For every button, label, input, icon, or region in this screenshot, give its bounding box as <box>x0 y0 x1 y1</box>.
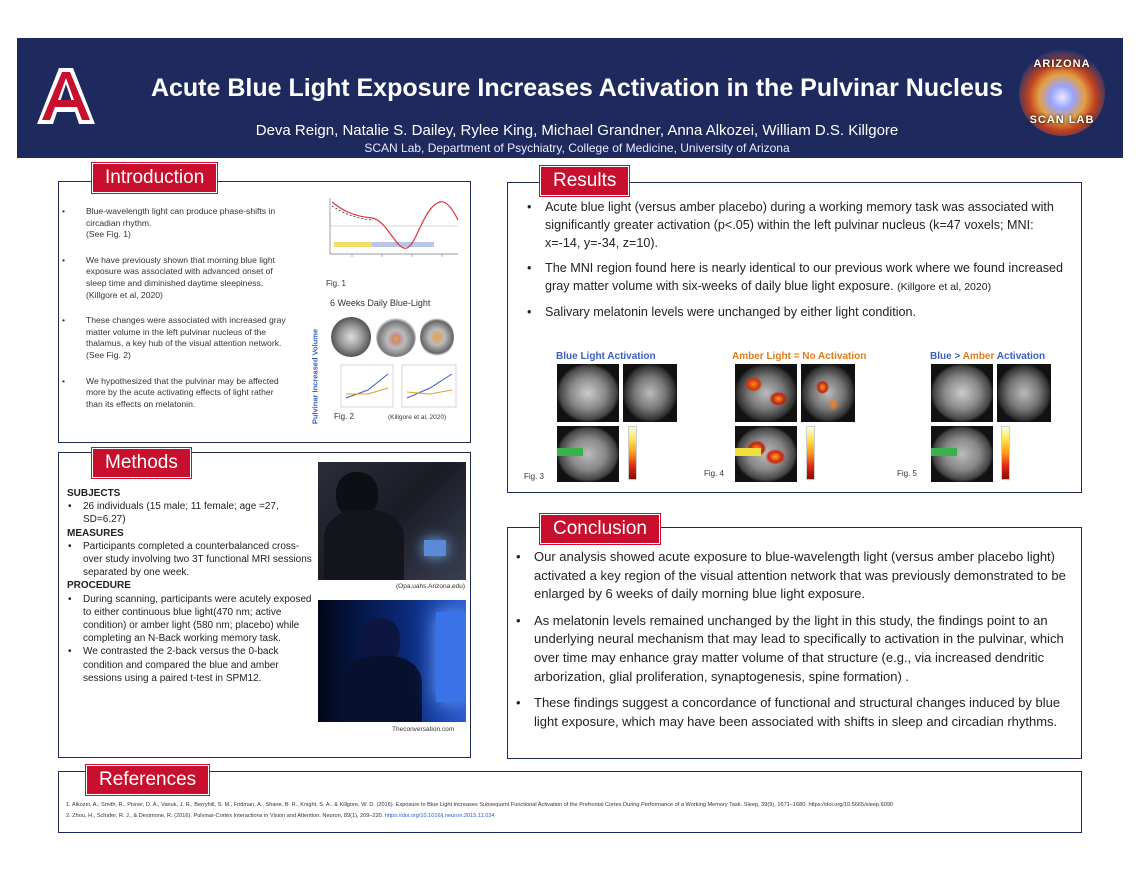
intro-bullet: • We hypothesized that the pulvinar may be affected more by the acute activating effects of light rather than its effects on melatonin. <box>60 376 290 411</box>
introduction-heading: Introduction <box>92 163 217 193</box>
results-bullet <box>525 259 1065 296</box>
fig4-title-amber: Amber Light <box>732 351 791 362</box>
affiliation: SCAN Lab, Department of Psychiatry, College of Medicine, University of Arizona <box>364 141 790 155</box>
fig2-label: Fig. 2 <box>334 412 355 421</box>
scan-logo-bottom-text: SCAN LAB <box>1029 114 1095 126</box>
fig2-brain-coronal <box>376 317 416 357</box>
fig4-title <box>732 351 866 362</box>
scan-logo-top-text: ARIZONA <box>1033 58 1091 70</box>
fig3-colorbar <box>628 426 637 480</box>
photo1-credit: (Opa.uahs.Arizona.edu) <box>396 583 466 590</box>
reference-doi-link[interactable]: https://doi.org/10.1016/j.neuron.2015.11.034 <box>384 813 495 819</box>
fig5-label: Fig. 5 <box>897 469 918 478</box>
fig5-brain-axial <box>931 426 993 482</box>
fig5-colorbar <box>1001 426 1010 480</box>
fig4-label: Fig. 4 <box>704 469 725 478</box>
fig5-title-blue: Blue <box>930 351 952 362</box>
university-of-arizona-logo <box>29 62 103 130</box>
results-bullet: • Salivary melatonin levels were unchanged by either light condition. <box>525 303 1065 321</box>
fig5-brain-coronal <box>997 364 1051 422</box>
measures-heading: MEASURES <box>67 527 124 539</box>
fig5-title-amber: Amber <box>962 351 995 362</box>
fig3-label: Fig. 3 <box>524 472 545 481</box>
measures-item: • Participants completed a counterbalanced cross-over study involving two 3T functional MRI sessions separated by one week. <box>67 540 315 580</box>
subjects-heading: SUBJECTS <box>67 488 121 499</box>
poster-title: Acute Blue Light Exposure Increases Activation in the Pulvinar Nucleus <box>150 74 1004 102</box>
intro-bullet: • These changes were associated with increased gray matter volume in the left pulvinar nucleus of the thalamus, a key hub of the visual attention network. (See Fig. 2) <box>60 315 290 361</box>
references-list <box>66 800 1116 822</box>
participant-photo-blue-light <box>318 600 466 722</box>
fig4-brain-sagittal <box>735 364 797 422</box>
fig5-brain-sagittal <box>931 364 993 422</box>
introduction-bullets <box>60 206 290 424</box>
fig5-title <box>930 351 1045 362</box>
fig4-title-rest: = No Activation <box>790 351 867 362</box>
results-bullet-text: The MNI region found here is nearly identical to our previous work where we found increased gray matter volume with six-weeks of daily blue light exposure. <box>545 261 1064 293</box>
fig2-brain-axial <box>420 317 454 357</box>
procedure-heading: PROCEDURE <box>67 580 131 592</box>
intro-bullet: • Blue-wavelength light can produce phase-shifts in circadian rhythm. (See Fig. 1) <box>60 206 290 241</box>
procedure-item: • We contrasted the 2-back versus the 0-back condition and compared the blue and amber sessions using a paired t-test in SPM12. <box>67 645 315 685</box>
fig3-brain-axial <box>557 426 619 482</box>
results-bullet: • Acute blue light (versus amber placebo) during a working memory task was associated with significantly greater activation (p<.05) within the left pulvinar nucleus (k=47 voxels; MNI: x=-14, y=-34, z=10). <box>525 198 1065 252</box>
conclusion-heading: Conclusion <box>540 514 660 544</box>
reference-item <box>66 811 1116 822</box>
references-heading: References <box>86 765 209 795</box>
methods-heading: Methods <box>92 448 191 478</box>
fig5-title-rest: Activation <box>994 351 1046 362</box>
fig2-axis-label: Pulvinar Increased Volume <box>310 328 320 425</box>
fig4-brain-axial <box>735 426 797 482</box>
procedure-item: • During scanning, participants were acutely exposed to either continuous blue light(470 nm; active condition) or amber light (580 nm; placebo) while completing an N-Back working memory task. <box>67 593 315 646</box>
subjects-item: • 26 individuals (15 male; 11 female; age =27, SD=6.27) <box>67 500 315 526</box>
circadian-phase-shift-chart <box>312 192 462 272</box>
reference-item: 1. Alkozei, A., Smith, R., Pisner, D. A., Vanuk, J. R., Berryhill, S. M., Fridman, A., Shane, B. R., Knight, S. A., & Killgore, W. D. (2016). Exposure to Blue Light Increases Subsequent Functional Activation of the Prefrontal Cortex During Performance of a Working Memory Task. Sleep, 39(9), 1671–1680. https://doi.org/10.5665/sleep.6090 <box>66 802 894 808</box>
fig2-volume-plots <box>340 364 458 408</box>
fig2-title: 6 Weeks Daily Blue-Light <box>330 298 431 308</box>
conclusion-bullet: • These findings suggest a concordance of functional and structural changes induced by blue light exposure, which may have been associated with shifts in sleep and circadian rhythms. <box>514 694 1069 731</box>
photo2-credit: Theconversation.com <box>392 726 455 733</box>
reference-text: 2. Zhou, H., Schafer, R. J., & Desimone, R. (2016). Pulvinar-Cortex Interactions in Vision and Attention. Neuron, 89(1), 209–220. <box>66 813 385 819</box>
fig3-title: Blue Light Activation <box>556 351 656 362</box>
participant-photo-mri <box>318 462 466 580</box>
fig2-citation: (Killgore et al, 2020) <box>388 414 447 421</box>
fig3-brain-coronal <box>623 364 677 422</box>
results-bullets <box>525 198 1065 328</box>
conclusion-bullet: • As melatonin levels remained unchanged by the light in this study, the findings point to an underlying neural mechanism that may lead to specifically to activation in the pulvinar, which over time may enhance gray matter volume of that structure (e.g., via increased dendritic arborization, glial proliferation, synaptogenesis, spine formation) . <box>514 612 1069 686</box>
poster-header <box>17 38 1123 158</box>
fig2-brain-sagittal <box>331 317 371 357</box>
intro-bullet: • We have previously shown that morning blue light exposure was associated with advanced onset of sleep time and diminished daytime sleepiness. (Killgore et al, 2020) <box>60 255 290 301</box>
fig3-brain-sagittal <box>557 364 619 422</box>
conclusion-bullet: • Our analysis showed acute exposure to blue-wavelength light (versus amber placebo light) activated a key region of the visual attention network that was previously demonstrated to be enlarged by 6 weeks of daily morning blue light exposure. <box>514 548 1069 604</box>
fig4-colorbar <box>806 426 815 480</box>
conclusion-bullets <box>514 548 1069 739</box>
methods-body <box>67 487 315 685</box>
author-list: Deva Reign, Natalie S. Dailey, Rylee King, Michael Grandner, Anna Alkozei, William D.S. Killgore <box>255 122 899 139</box>
scan-lab-logo <box>1019 50 1105 136</box>
results-heading: Results <box>540 166 629 196</box>
fig1-label: Fig. 1 <box>326 279 347 288</box>
fig4-brain-coronal <box>801 364 855 422</box>
fig5-title-gt: > <box>951 351 963 362</box>
results-bullet-citation: (Killgore et al, 2020) <box>897 281 992 293</box>
